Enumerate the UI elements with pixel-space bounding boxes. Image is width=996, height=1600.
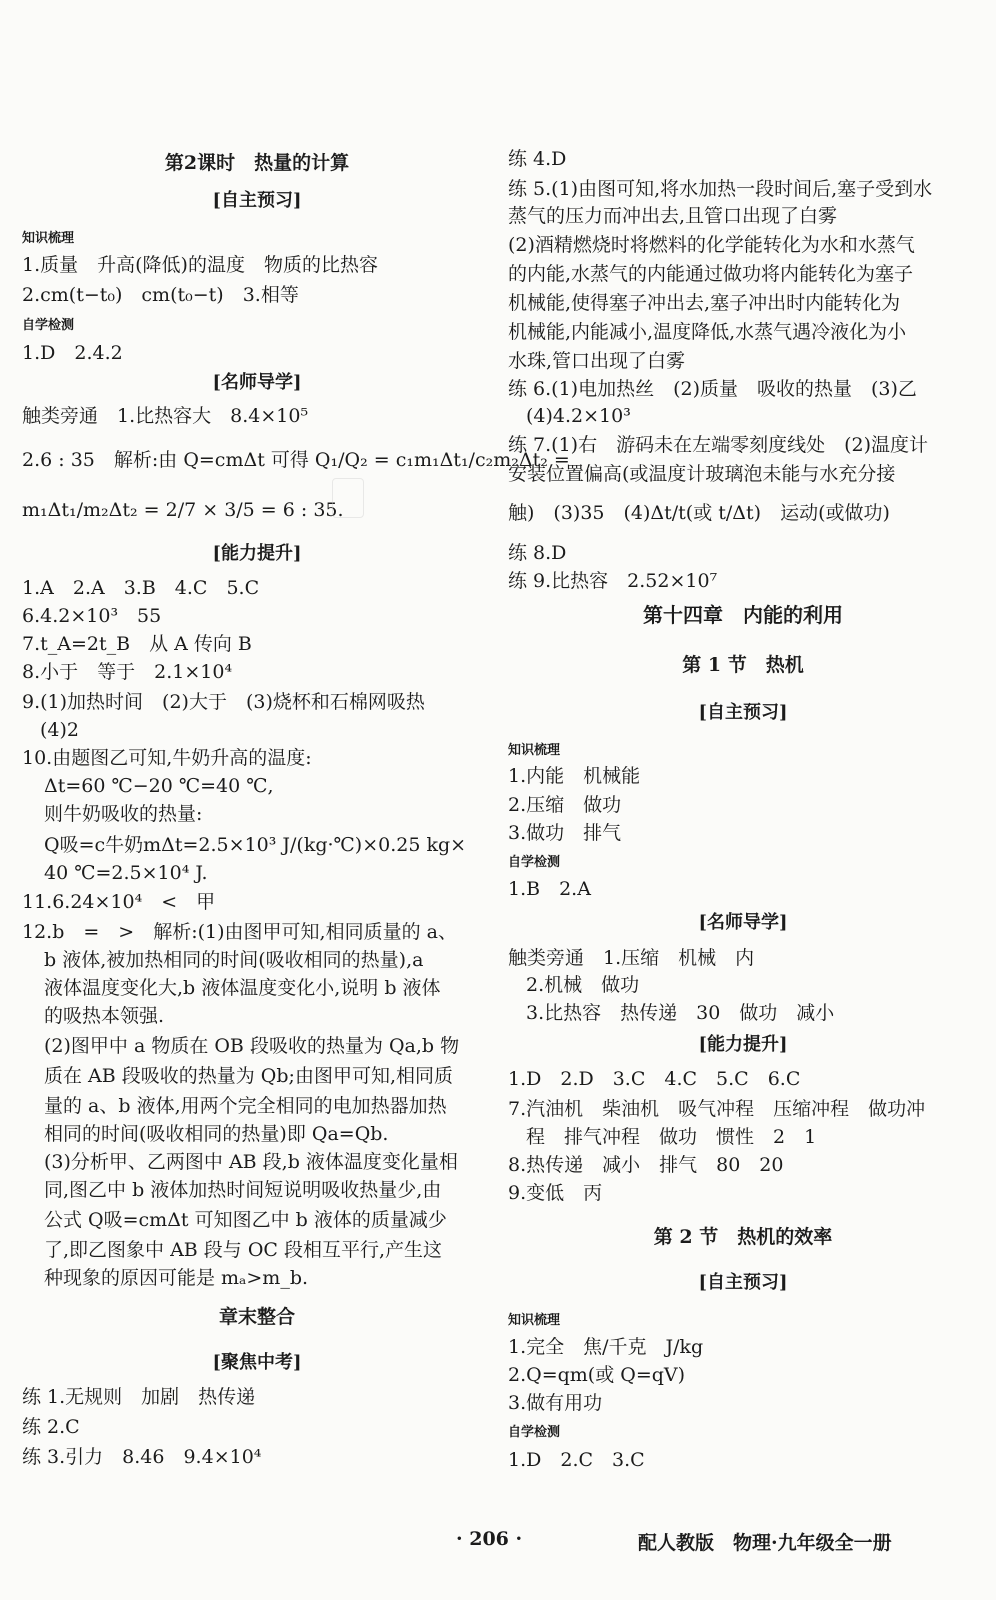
left-line: [聚焦中考] — [212, 1352, 302, 1373]
left-line: 触类旁通 1.比热容大 8.4×10⁵ — [22, 405, 309, 427]
left-line: b 液体,被加热相同的时间(吸收相同的热量),a — [44, 949, 424, 971]
right-line: 练 5.(1)由图可知,将水加热一段时间后,塞子受到水 — [508, 178, 933, 200]
right-line: 2.机械 做功 — [526, 974, 640, 996]
left-line: 9.(1)加热时间 (2)大于 (3)烧杯和石棉网吸热 — [22, 691, 425, 713]
left-line: Q吸=c牛奶mΔt=2.5×10³ J/(kg·℃)×0.25 kg× — [44, 834, 467, 856]
right-line: 练 9.比热容 2.52×10⁷ — [508, 570, 718, 592]
left-line: 种现象的原因可能是 mₐ>m_b. — [44, 1267, 309, 1289]
right-line: 水珠,管口出现了白雾 — [508, 350, 686, 372]
left-line: [名师导学] — [212, 372, 302, 393]
right-line: 自学检测 — [508, 855, 561, 870]
left-line: 的吸热本领强. — [44, 1005, 165, 1027]
left-line: Δt=60 ℃−20 ℃=40 ℃, — [44, 775, 274, 797]
right-line: 蒸气的压力而冲出去,且管口出现了白雾 — [508, 205, 838, 227]
left-line: 章末整合 — [218, 1306, 295, 1328]
right-line: 练 4.D — [508, 148, 567, 170]
left-line: [能力提升] — [212, 543, 302, 564]
right-line: 机械能,内能减小,温度降低,水蒸气遇冷液化为小 — [508, 321, 907, 343]
right-line: 7.汽油机 柴油机 吸气冲程 压缩冲程 做功冲 — [508, 1098, 926, 1120]
left-line: (4)2 — [40, 719, 80, 741]
edition-label: 配人教版 物理·九年级全一册 — [638, 1532, 892, 1554]
right-line: 练 8.D — [508, 542, 567, 564]
right-line: 程 排气冲程 做功 惯性 2 1 — [526, 1126, 817, 1148]
right-line: 3.比热容 热传递 30 做功 减小 — [526, 1002, 835, 1024]
left-line: m₁Δt₁/m₂Δt₂ = 2/7 × 3/5 = 6 : 35. — [22, 499, 344, 521]
left-line: 练 2.C — [22, 1416, 80, 1438]
left-line: 11.6.24×10⁴ < 甲 — [22, 891, 216, 913]
left-line: (3)分析甲、乙两图中 AB 段,b 液体温度变化量相 — [44, 1151, 458, 1173]
right-line: [名师导学] — [698, 912, 788, 933]
left-line: 2.cm(t−t₀) cm(t₀−t) 3.相等 — [22, 284, 299, 306]
left-line: 40 ℃=2.5×10⁴ J. — [44, 862, 208, 884]
left-line: [自主预习] — [212, 190, 302, 211]
right-line: 9.变低 丙 — [508, 1182, 603, 1204]
right-line: (4)4.2×10³ — [526, 405, 631, 427]
right-line: 知识梳理 — [508, 743, 561, 758]
left-line: 1.D 2.4.2 — [22, 342, 123, 364]
right-line: 自学检测 — [508, 1425, 561, 1440]
left-line: 第2课时 热量的计算 — [164, 152, 350, 174]
right-line: 机械能,使得塞子冲出去,塞子冲出时内能转化为 — [508, 292, 901, 314]
right-line: 的内能,水蒸气的内能通过做功将内能转化为塞子 — [508, 263, 914, 285]
right-line: 1.完全 焦/千克 J/kg — [508, 1336, 704, 1358]
right-line: 第 1 节 热机 — [682, 654, 804, 676]
left-line: 液体温度变化大,b 液体温度变化小,说明 b 液体 — [44, 977, 441, 999]
left-line: 同,图乙中 b 液体加热时间短说明吸收热量少,由 — [44, 1179, 442, 1201]
right-line: 3.做有用功 — [508, 1392, 603, 1414]
right-line: 第 2 节 热机的效率 — [653, 1226, 833, 1248]
right-line: 1.D 2.C 3.C — [508, 1449, 645, 1471]
left-line: 10.由题图乙可知,牛奶升高的温度: — [22, 747, 312, 769]
right-line: 触类旁通 1.压缩 机械 内 — [508, 947, 755, 969]
right-line: 1.D 2.D 3.C 4.C 5.C 6.C — [508, 1068, 801, 1090]
right-line: 练 6.(1)电加热丝 (2)质量 吸收的热量 (3)乙 — [508, 378, 917, 400]
left-line: 7.t_A=2t_B 从 A 传向 B — [22, 633, 252, 655]
left-line: 练 3.引力 8.46 9.4×10⁴ — [22, 1446, 262, 1468]
right-line: 第十四章 内能的利用 — [643, 603, 843, 627]
left-line: 12.b = > 解析:(1)由图甲可知,相同质量的 a、 — [22, 921, 457, 943]
right-line: [能力提升] — [698, 1034, 788, 1055]
left-line: 量的 a、b 液体,用两个完全相同的电加热器加热 — [44, 1095, 447, 1117]
right-line: 3.做功 排气 — [508, 822, 622, 844]
left-line: 6.4.2×10³ 55 — [22, 605, 162, 627]
left-line: 练 1.无规则 加剧 热传递 — [22, 1386, 256, 1408]
left-line: 公式 Q吸=cmΔt 可知图乙中 b 液体的质量减少 — [44, 1209, 447, 1231]
page-number: · 206 · — [456, 1528, 523, 1550]
left-line: 8.小于 等于 2.1×10⁴ — [22, 661, 233, 683]
left-line: 相同的时间(吸收相同的热量)即 Qa=Qb. — [44, 1123, 389, 1145]
left-line: 1.质量 升高(降低)的温度 物质的比热容 — [22, 254, 378, 276]
left-line: 了,即乙图象中 AB 段与 OC 段相互平行,产生这 — [44, 1239, 443, 1261]
right-line: 知识梳理 — [508, 1313, 561, 1328]
left-line: 知识梳理 — [22, 231, 75, 246]
left-line: 2.6 : 35 解析:由 Q=cmΔt 可得 Q₁/Q₂ = c₁m₁Δt₁/c₂m₂Δt₂ = — [22, 449, 570, 471]
left-line: 则牛奶吸收的热量: — [44, 803, 203, 825]
right-line: 2.Q=qm(或 Q=qV) — [508, 1364, 686, 1386]
left-line: 质在 AB 段吸收的热量为 Qb;由图甲可知,相同质 — [44, 1065, 453, 1087]
right-line: 安装位置偏高(或温度计玻璃泡未能与水充分接 — [508, 463, 896, 485]
left-line: (2)图甲中 a 物质在 OB 段吸收的热量为 Qa,b 物 — [44, 1035, 460, 1057]
right-line: [自主预习] — [698, 1272, 788, 1293]
right-line: (2)酒精燃烧时将燃料的化学能转化为水和水蒸气 — [508, 234, 915, 256]
right-line: [自主预习] — [698, 702, 788, 723]
left-line: 自学检测 — [22, 318, 75, 333]
right-line: 1.B 2.A — [508, 878, 591, 900]
stamp-mark — [332, 478, 364, 518]
right-line: 触) (3)35 (4)Δt/t(或 t/Δt) 运动(或做功) — [508, 502, 890, 524]
right-line: 练 7.(1)右 游码未在左端零刻度线处 (2)温度计 — [508, 434, 928, 456]
right-line: 1.内能 机械能 — [508, 765, 641, 787]
right-line: 8.热传递 减小 排气 80 20 — [508, 1154, 784, 1176]
left-line: 1.A 2.A 3.B 4.C 5.C — [22, 577, 260, 599]
right-line: 2.压缩 做功 — [508, 794, 622, 816]
